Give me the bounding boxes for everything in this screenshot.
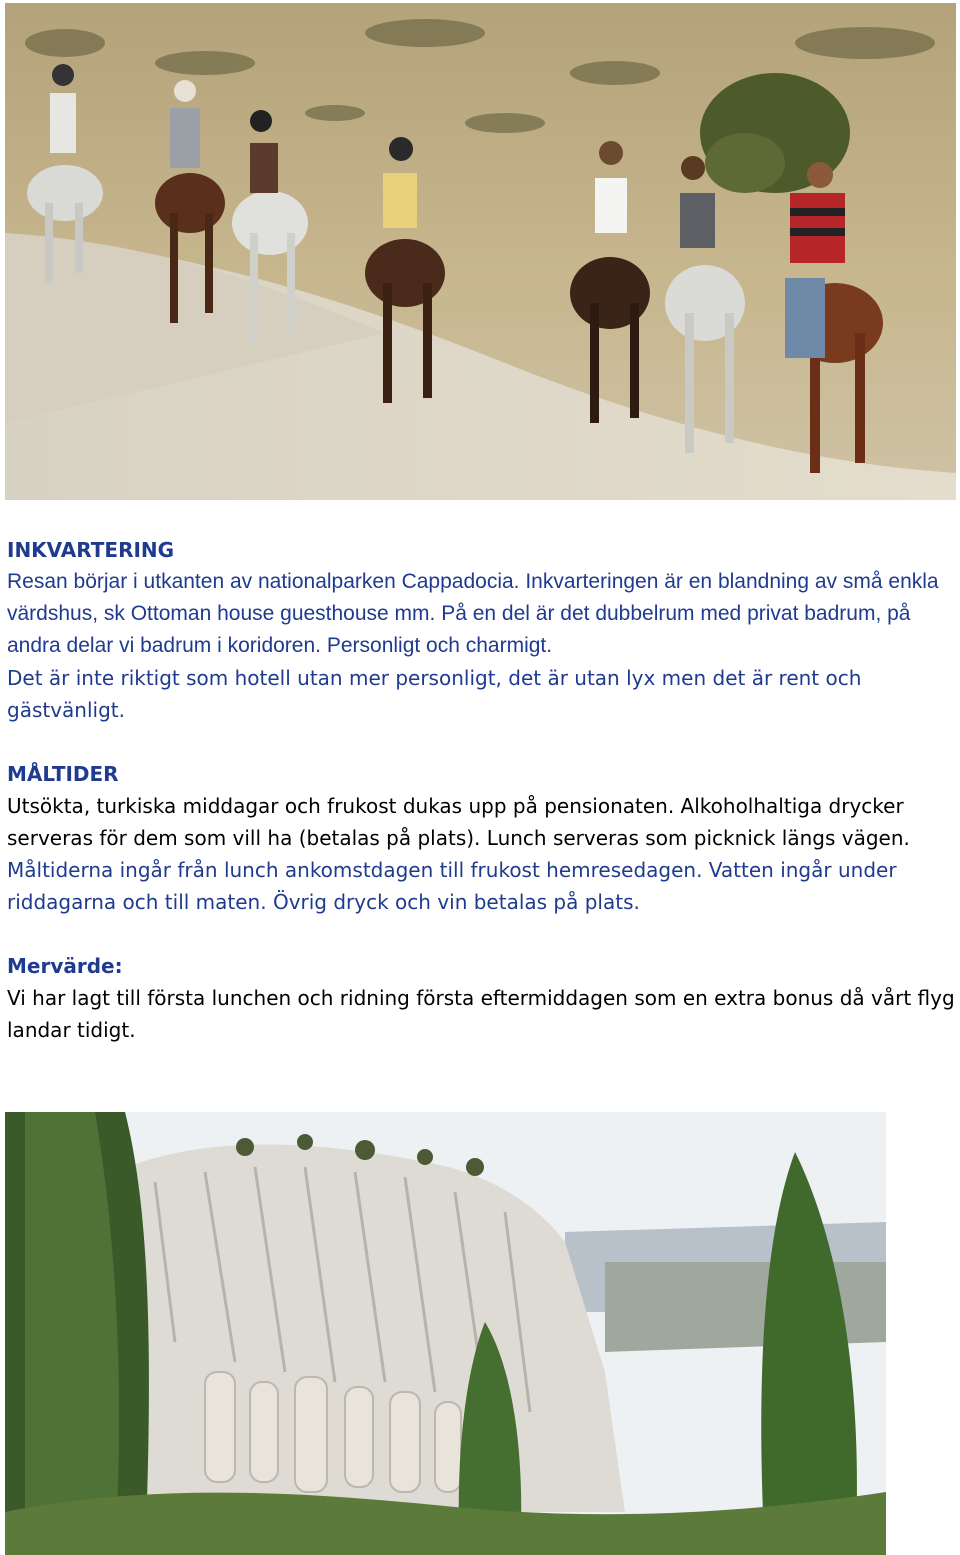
- heading-inkvartering: INKVARTERING: [7, 538, 175, 562]
- section-maltider: [7, 758, 955, 918]
- paragraph-maltider-2: Måltiderna ingår från lunch ankomstdagen till frukost hemresedagen. Vatten ingår under riddagarna och till maten. Övrig dryck och vin betalas på plats.: [7, 858, 897, 914]
- section-inkvartering: [7, 534, 955, 726]
- horse-riders-illustration: [5, 3, 956, 500]
- paragraph-mervarde: Vi har lagt till första lunchen och ridning första eftermiddagen som en extra bonus då vårt flyg landar tidigt.: [7, 986, 955, 1042]
- cappadocia-landscape-photo: [5, 1112, 886, 1555]
- section-mervarde: [7, 950, 955, 1046]
- paragraph-inkvartering: Resan börjar i utkanten av nationalparken Cappadocia. Inkvarteringen är en blandning av små enkla värdshus, sk Ottoman house guesthouse mm. På en del är det dubbelrum med privat badrum, på andra delar vi badrum i koridoren. Personligt och charmigt.: [7, 570, 939, 657]
- paragraph-inkvartering-2: Det är inte riktigt som hotell utan mer personligt, det är utan lyx men det är rent och gästvänligt.: [7, 666, 862, 722]
- cappadocia-landscape-illustration: [5, 1112, 886, 1555]
- document-text: [7, 534, 955, 1078]
- paragraph-maltider: Utsökta, turkiska middagar och frukost dukas upp på pensionaten. Alkoholhaltiga drycker serveras för dem som vill ha (betalas på plats). Lunch serveras som picknick längs vägen.: [7, 794, 910, 850]
- heading-maltider: MÅLTIDER: [7, 762, 119, 786]
- horse-riders-photo: [5, 3, 956, 500]
- heading-mervarde: Mervärde:: [7, 954, 123, 978]
